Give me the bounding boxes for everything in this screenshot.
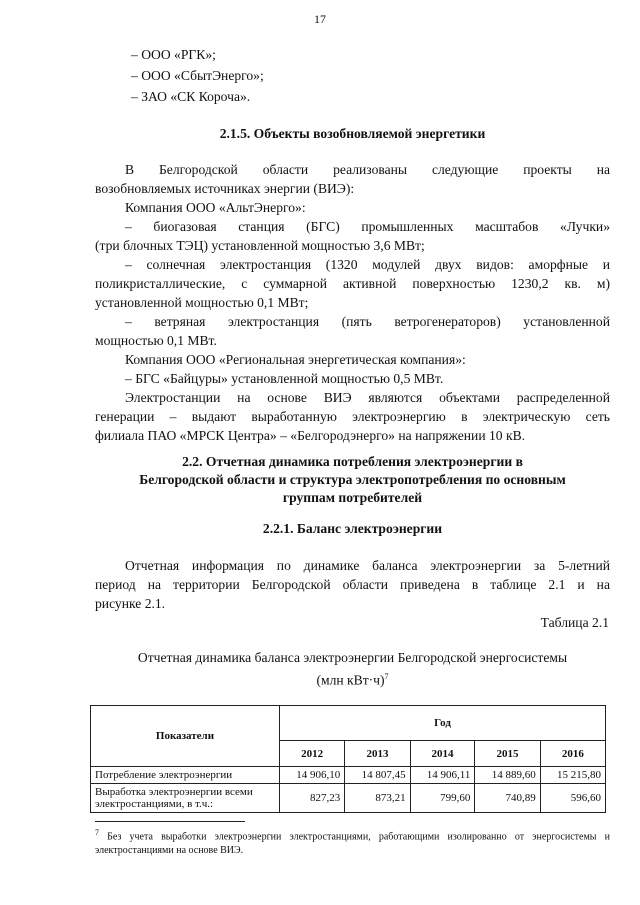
row-value: 14 906,10 <box>280 767 345 784</box>
footnote-divider <box>95 821 245 822</box>
caption-unit: (млн кВт·ч) <box>316 672 385 688</box>
year-cell: 2013 <box>345 741 410 767</box>
heading-line: Белгородской области и структура электропотребления по основным <box>139 472 566 487</box>
row-value: 14 906,11 <box>410 767 475 784</box>
footnote-mark: 7 <box>95 828 99 837</box>
paragraph-line: – солнечная электростанция (1320 модулей двух видов: аморфные и <box>125 257 610 272</box>
year-cell: 2016 <box>540 741 605 767</box>
header-indicator: Показатели <box>91 706 280 767</box>
list-item: – ООО «СбытЭнерго»; <box>131 68 264 83</box>
footnote-ref: 7 <box>384 672 389 681</box>
heading-line: группам потребителей <box>282 490 423 505</box>
row-value: 873,21 <box>345 784 410 813</box>
row-label: Потребление электроэнергии <box>91 767 280 784</box>
row-value: 596,60 <box>540 784 605 813</box>
paragraph-line: возобновляемых источниках энергии (ВИЭ): <box>95 181 355 196</box>
row-value: 827,23 <box>280 784 345 813</box>
header-year: Год <box>280 706 606 741</box>
row-value: 740,89 <box>475 784 540 813</box>
section-heading-2-1-5: 2.1.5. Объекты возобновляемой энергетики <box>219 126 486 141</box>
footnote-text: Без учета выработки электроэнергии электростанциями, работающими изолированно от энергосистемы и электростанциями на основе ВИЭ. <box>95 831 610 857</box>
paragraph-line: – БГС «Байцуры» установленной мощностью 0,5 МВт. <box>125 371 444 386</box>
paragraph-line: генерации – выдают выработанную электроэнергию в электрическую сеть <box>95 409 610 424</box>
row-value: 15 215,80 <box>540 767 605 784</box>
year-cell: 2015 <box>475 741 540 767</box>
paragraph-line: установленной мощностью 0,1 МВт; <box>95 295 309 310</box>
heading-line: 2.2. Отчетная динамика потребления электроэнергии в <box>182 454 523 469</box>
table-row <box>91 767 606 784</box>
list-item: – ЗАО «СК Короча». <box>131 89 251 104</box>
row-label: Выработка электроэнергии всеми электростанциями, в т.ч.: <box>91 784 280 813</box>
paragraph-line: В Белгородской области реализованы следующие проекты на <box>125 162 610 177</box>
paragraph-line: – биогазовая станция (БГС) промышленных масштабов «Лучки» <box>125 219 610 234</box>
table-header-row <box>91 706 606 741</box>
year-cell: 2014 <box>410 741 475 767</box>
paragraph-line: – ветряная электростанция (пять ветрогенераторов) установленной <box>125 314 610 329</box>
paragraph-line: Компания ООО «АльтЭнерго»: <box>125 200 306 215</box>
paragraph-line: Электростанции на основе ВИЭ являются объектами распределенной <box>125 390 610 405</box>
paragraph-line: филиала ПАО «МРСК Центра» – «Белгородэнерго» на напряжении 10 кВ. <box>95 428 526 443</box>
paragraph-line: Компания ООО «Региональная энергетическая компания»: <box>125 352 466 367</box>
row-value: 799,60 <box>410 784 475 813</box>
paragraph-line: период на территории Белгородской области приведена в таблице 2.1 и на <box>95 577 610 592</box>
table-caption-line: Отчетная динамика баланса электроэнергии Белгородской энергосистемы <box>137 650 568 665</box>
section-heading-2-2 <box>95 453 610 507</box>
paragraph-line: рисунке 2.1. <box>95 596 166 611</box>
paragraph-line: (три блочных ТЭЦ) установленной мощностью 3,6 МВт; <box>95 238 425 253</box>
table-label: Таблица 2.1 <box>540 615 609 630</box>
footnote <box>95 826 610 858</box>
page-number: 17 <box>314 12 326 26</box>
year-cell: 2012 <box>280 741 345 767</box>
list-item: – ООО «РГК»; <box>131 47 216 62</box>
table-row <box>91 784 606 813</box>
paragraph-line: поликристаллические, с суммарной активной поверхностью 1230,2 кв. м) <box>95 276 610 291</box>
section-heading-2-2-1: 2.2.1. Баланс электроэнергии <box>262 521 443 536</box>
paragraph-line: мощностью 0,1 МВт. <box>95 333 217 348</box>
row-value: 14 807,45 <box>345 767 410 784</box>
row-value: 14 889,60 <box>475 767 540 784</box>
paragraph-line: Отчетная информация по динамике баланса электроэнергии за 5-летний <box>125 558 610 573</box>
balance-table <box>90 705 606 813</box>
table-caption-line <box>95 667 610 690</box>
